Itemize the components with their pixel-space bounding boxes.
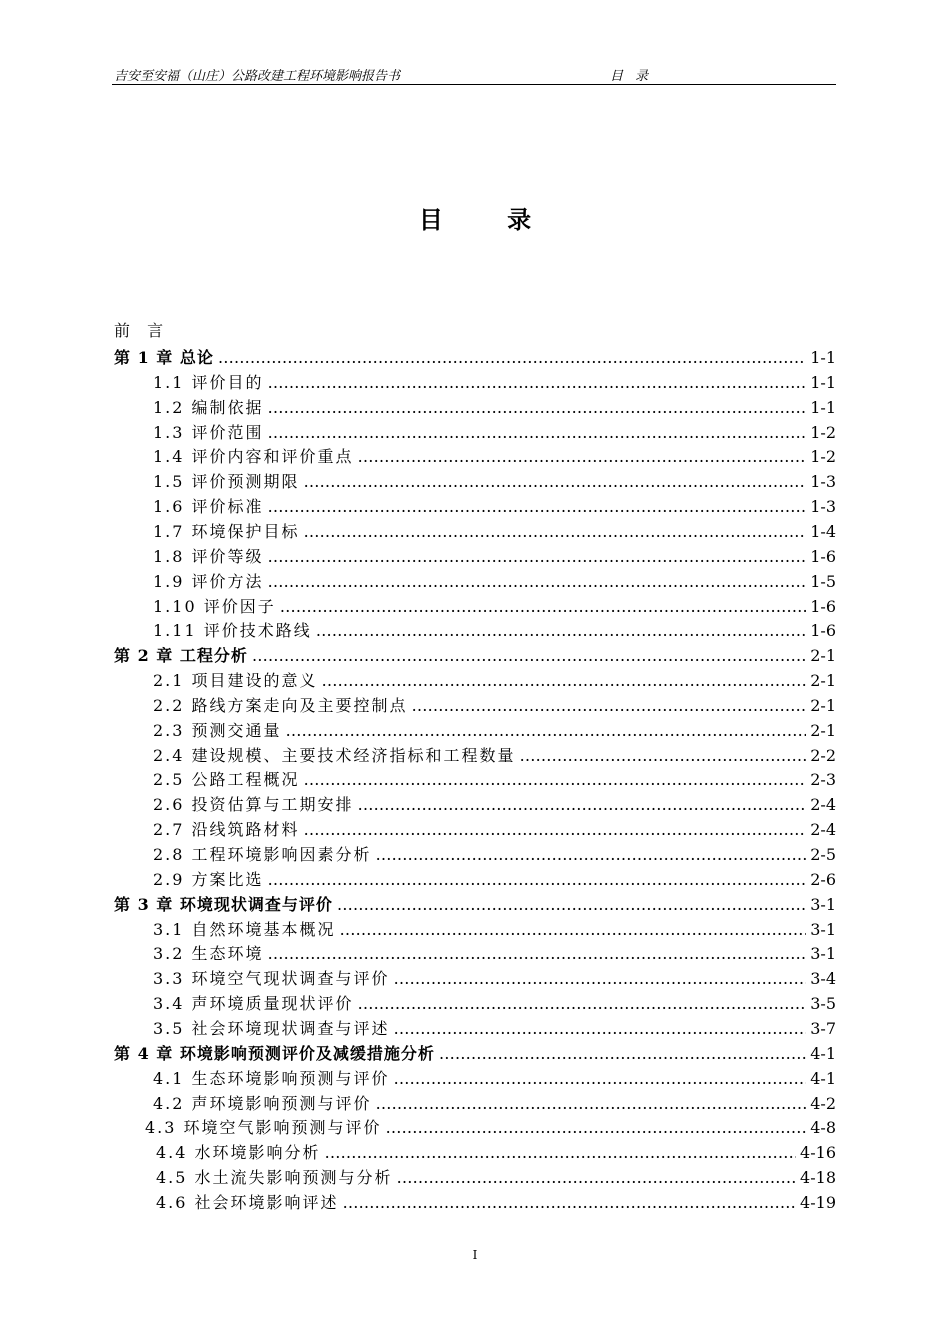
toc-entry-page: 3-1 xyxy=(810,894,836,914)
toc-dot-leader xyxy=(304,472,807,492)
toc-entry-label: 1.2 编制依据 xyxy=(153,397,264,417)
toc-foreword: 前 言 xyxy=(114,321,170,340)
page-number: I xyxy=(472,1248,478,1262)
toc-entry-label: 4.1 生态环境影响预测与评价 xyxy=(153,1068,390,1088)
toc-entry-label: 4.6 社会环境影响评述 xyxy=(156,1192,339,1212)
toc-section-entry xyxy=(153,989,836,1014)
toc-section-entry xyxy=(153,442,836,467)
toc-entry-page: 1-1 xyxy=(810,348,836,367)
toc-entry-label: 4.2 声环境影响预测与评价 xyxy=(153,1093,372,1113)
toc-entry-label: 2.6 投资估算与工期安排 xyxy=(153,795,354,815)
toc-entry-page: 2-3 xyxy=(810,770,836,790)
toc-section-entry xyxy=(153,716,836,741)
toc-dot-leader xyxy=(520,746,807,766)
toc-section-entry xyxy=(153,964,836,989)
toc-dot-leader xyxy=(268,870,807,890)
toc-section-entry xyxy=(153,492,836,517)
toc-entry-page: 4-1 xyxy=(810,1068,836,1088)
toc-dot-leader xyxy=(304,522,807,542)
toc-entry-label: 第 4 章 环境影响预测评价及减缓措施分析 xyxy=(114,1043,435,1063)
toc-dot-leader xyxy=(218,348,806,368)
toc-entry-label: 第 3 章 环境现状调查与评价 xyxy=(114,894,333,914)
page-title: 目 录 xyxy=(418,206,560,234)
toc-entry-label: 2.9 方案比选 xyxy=(153,869,264,889)
toc-entry-page: 2-1 xyxy=(810,695,836,715)
toc-dot-leader xyxy=(268,572,807,592)
toc-section-entry xyxy=(153,1064,836,1089)
toc-section-entry xyxy=(153,815,836,840)
toc-entry-label: 1.6 评价标准 xyxy=(153,497,264,517)
toc-dot-leader xyxy=(304,770,807,790)
header-document-title: 吉安至安福（山庄）公路改建工程环境影响报告书 xyxy=(114,69,401,84)
toc-dot-leader xyxy=(376,845,807,865)
toc-section-entry xyxy=(153,915,836,940)
toc-dot-leader xyxy=(268,373,807,393)
toc-entry-page: 1-3 xyxy=(810,497,836,517)
toc-entry-label: 1.9 评价方法 xyxy=(153,571,264,591)
page-header xyxy=(112,64,836,85)
toc-entry-label: 3.2 生态环境 xyxy=(153,944,264,964)
toc-dot-leader xyxy=(286,721,807,741)
toc-section-entry xyxy=(153,368,836,393)
toc-entry-page: 1-4 xyxy=(810,521,836,541)
toc-dot-leader xyxy=(268,423,807,443)
toc-dot-leader xyxy=(325,1143,797,1163)
toc-dot-leader xyxy=(394,1069,807,1089)
toc-entry-page: 4-16 xyxy=(800,1143,836,1163)
toc-entry-label: 4.3 环境空气影响预测与评价 xyxy=(145,1118,382,1138)
toc-dot-leader xyxy=(343,1193,797,1213)
toc-entry-page: 1-2 xyxy=(810,422,836,442)
toc-entry-label: 2.1 项目建设的意义 xyxy=(153,671,318,691)
toc-dot-leader xyxy=(394,969,807,989)
toc-entry-label: 第 1 章 总论 xyxy=(114,348,214,367)
toc-dot-leader xyxy=(358,447,807,467)
toc-entry-label: 1.5 评价预测期限 xyxy=(153,472,300,492)
toc-entry-label: 4.4 水环境影响分析 xyxy=(156,1143,321,1163)
toc-section-entry xyxy=(153,790,836,815)
toc-entry-label: 1.1 评价目的 xyxy=(153,372,264,392)
toc-dot-leader xyxy=(268,398,807,418)
toc-section-entry xyxy=(153,939,836,964)
toc-dot-leader xyxy=(358,795,807,815)
toc-chapter-entry xyxy=(114,1039,836,1064)
toc-dot-leader xyxy=(439,1044,806,1064)
toc-dot-leader xyxy=(268,497,807,517)
toc-section-entry xyxy=(153,616,836,641)
toc-section-entry xyxy=(153,765,836,790)
toc-section-entry xyxy=(145,1113,836,1138)
toc-entry-page: 4-2 xyxy=(810,1093,836,1113)
toc-entry-label: 1.4 评价内容和评价重点 xyxy=(153,447,354,467)
toc-section-entry xyxy=(153,418,836,443)
toc-entry-page: 2-1 xyxy=(810,671,836,691)
toc-entry-label: 1.10 评价因子 xyxy=(153,596,276,616)
toc-entry-page: 2-6 xyxy=(810,869,836,889)
toc-dot-leader xyxy=(386,1118,807,1138)
toc-dot-leader xyxy=(268,547,807,567)
toc-chapter-entry xyxy=(114,890,836,915)
toc-section-entry xyxy=(153,865,836,890)
toc-entry-label: 第 2 章 工程分析 xyxy=(114,646,248,666)
toc-entry-page: 4-19 xyxy=(800,1192,836,1212)
toc-entry-page: 3-5 xyxy=(810,994,836,1014)
toc-dot-leader xyxy=(322,671,807,691)
toc-entry-page: 1-6 xyxy=(810,596,836,616)
toc-chapter-entry xyxy=(114,343,836,368)
toc-entry-label: 2.2 路线方案走向及主要控制点 xyxy=(153,695,408,715)
toc-entry-label: 1.3 评价范围 xyxy=(153,422,264,442)
toc-entry-page: 2-5 xyxy=(810,845,836,864)
header-section-title: 目 录 xyxy=(610,69,653,84)
toc-entry-label: 2.3 预测交通量 xyxy=(153,720,282,740)
toc-section-entry xyxy=(153,542,836,567)
toc-entry-label: 2.4 建设规模、主要技术经济指标和工程数量 xyxy=(153,745,516,765)
toc-entry-page: 4-8 xyxy=(810,1118,836,1138)
toc-section-entry xyxy=(153,1014,836,1039)
toc-entry-page: 3-7 xyxy=(810,1018,836,1038)
toc-entry-page: 4-18 xyxy=(800,1168,836,1188)
toc-dot-leader xyxy=(304,820,807,840)
toc-section-entry xyxy=(153,840,836,865)
toc-entry-page: 1-3 xyxy=(810,472,836,492)
toc-entry-page: 1-6 xyxy=(810,546,836,566)
toc-entry-page: 1-1 xyxy=(810,397,836,417)
toc-dot-leader xyxy=(340,920,807,940)
toc-entry-label: 3.3 环境空气现状调查与评价 xyxy=(153,969,390,989)
toc-dot-leader xyxy=(268,944,807,964)
toc-section-entry xyxy=(153,741,836,766)
toc-section-entry xyxy=(153,567,836,592)
toc-entry-page: 2-4 xyxy=(810,820,836,840)
toc-entry-page: 3-4 xyxy=(810,969,836,989)
toc-entry-label: 3.4 声环境质量现状评价 xyxy=(153,994,354,1014)
toc-dot-leader xyxy=(394,1019,807,1039)
toc-dot-leader xyxy=(376,1094,807,1114)
toc-entry-label: 3.5 社会环境现状调查与评述 xyxy=(153,1018,390,1038)
toc-dot-leader xyxy=(337,895,806,915)
toc-entry-label: 1.11 评价技术路线 xyxy=(153,621,312,641)
toc-entry-page: 2-2 xyxy=(810,745,836,765)
toc-dot-leader xyxy=(252,646,806,666)
toc-section-entry xyxy=(153,691,836,716)
toc-dot-leader xyxy=(412,696,807,716)
toc-section-entry xyxy=(153,666,836,691)
toc-dot-leader xyxy=(397,1168,797,1188)
toc-section-entry xyxy=(156,1138,836,1163)
toc-entry-page: 1-1 xyxy=(810,372,836,392)
toc-section-entry xyxy=(156,1163,836,1188)
toc-entry-page: 2-1 xyxy=(810,720,836,740)
toc-entry-page: 2-1 xyxy=(810,646,836,666)
toc-entry-label: 2.5 公路工程概况 xyxy=(153,770,300,790)
toc-section-entry xyxy=(153,467,836,492)
toc-dot-leader xyxy=(316,621,807,641)
toc-entry-label: 4.5 水土流失影响预测与分析 xyxy=(156,1168,393,1188)
toc-entry-page: 1-6 xyxy=(810,621,836,641)
toc-section-entry xyxy=(153,592,836,617)
toc-entry-page: 2-4 xyxy=(810,795,836,815)
toc-section-entry xyxy=(153,393,836,418)
toc-section-entry xyxy=(153,517,836,542)
toc-entry-page: 4-1 xyxy=(810,1043,836,1063)
toc-entry-page: 1-5 xyxy=(810,571,836,591)
toc-dot-leader xyxy=(280,597,807,617)
toc-section-entry xyxy=(156,1188,836,1213)
toc-entry-label: 1.8 评价等级 xyxy=(153,546,264,566)
toc-entry-label: 2.7 沿线筑路材料 xyxy=(153,820,300,840)
toc-entry-page: 1-2 xyxy=(810,447,836,467)
toc-chapter-entry xyxy=(114,641,836,666)
toc-entry-page: 3-1 xyxy=(810,919,836,939)
toc-entry-label: 1.7 环境保护目标 xyxy=(153,521,300,541)
toc-dot-leader xyxy=(358,994,807,1014)
toc-section-entry xyxy=(153,1089,836,1114)
toc-entry-label: 2.8 工程环境影响因素分析 xyxy=(153,845,372,864)
toc-entry-label: 3.1 自然环境基本概况 xyxy=(153,919,336,939)
toc-entry-page: 3-1 xyxy=(810,944,836,964)
